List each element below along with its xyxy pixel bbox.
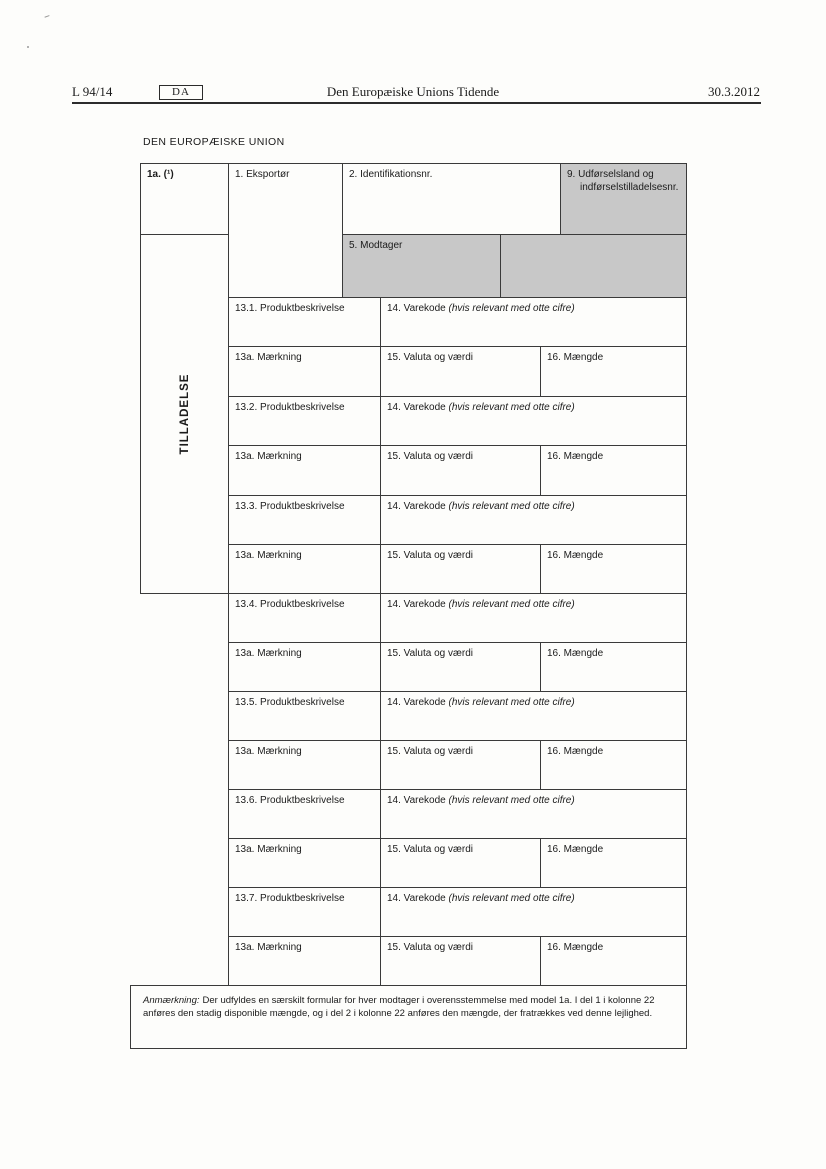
- marking-cell: [228, 740, 381, 790]
- marking-cell: [228, 346, 381, 397]
- quantity-label: 16. Mængde: [547, 746, 604, 757]
- note-text: Der udfyldes en særskilt formular for hver modtager i overensstemmelse med model 1a. I del 1 i kolonne 22 anføres den stadig disponible mængde, og i del 2 i kolonne 22 anføres den mængde, der fratrækkes ved denne lejlighed.: [143, 995, 655, 1020]
- commodity-code-note: (hvis relevant med otte cifre): [448, 402, 575, 413]
- quantity-label: 16. Mængde: [547, 942, 604, 953]
- issue-date: 30.3.2012: [708, 84, 760, 99]
- quantity-label: 16. Mængde: [547, 352, 604, 363]
- identification-label: 2. Identifikationsnr.: [349, 169, 433, 180]
- exporter-cell: [228, 163, 343, 298]
- export-country-cell: [560, 163, 687, 235]
- quantity-label: 16. Mængde: [547, 550, 604, 561]
- product-description-label: 13.4. Produktbeskrivelse: [235, 599, 345, 610]
- scan-artifact: [43, 12, 49, 17]
- identification-cell: [342, 163, 561, 235]
- quantity-cell: [540, 544, 687, 594]
- commodity-code-cell: [380, 691, 687, 741]
- marking-label: 13a. Mærkning: [235, 746, 302, 757]
- shaded-area-cell: [500, 234, 687, 298]
- marking-label: 13a. Mærkning: [235, 451, 302, 462]
- marking-label: 13a. Mærkning: [235, 942, 302, 953]
- authorization-side-label: TILLADELSE: [178, 373, 191, 455]
- language-code-box: DA: [159, 85, 203, 100]
- box-1a-cell: [140, 163, 229, 235]
- marking-cell: [228, 936, 381, 986]
- commodity-code-label: 14. Varekode: [387, 893, 446, 904]
- currency-value-label: 15. Valuta og værdi: [387, 352, 473, 363]
- quantity-cell: [540, 740, 687, 790]
- currency-value-cell: [380, 544, 541, 594]
- quantity-label: 16. Mængde: [547, 648, 604, 659]
- commodity-code-label: 14. Varekode: [387, 402, 446, 413]
- commodity-code-note: (hvis relevant med otte cifre): [448, 795, 575, 806]
- product-description-label: 13.7. Produktbeskrivelse: [235, 893, 345, 904]
- product-description-cell: [228, 396, 381, 446]
- product-description-label: 13.5. Produktbeskrivelse: [235, 697, 345, 708]
- commodity-code-cell: [380, 297, 687, 347]
- marking-cell: [228, 445, 381, 496]
- currency-value-label: 15. Valuta og værdi: [387, 648, 473, 659]
- note-label: Anmærkning:: [143, 995, 200, 1006]
- marking-label: 13a. Mærkning: [235, 844, 302, 855]
- commodity-code-cell: [380, 396, 687, 446]
- commodity-code-note: (hvis relevant med otte cifre): [448, 501, 575, 512]
- note-box: [130, 985, 687, 1049]
- product-description-cell: [228, 297, 381, 347]
- commodity-code-note: (hvis relevant med otte cifre): [448, 303, 575, 314]
- marking-cell: [228, 544, 381, 594]
- commodity-code-label: 14. Varekode: [387, 303, 446, 314]
- currency-value-label: 15. Valuta og værdi: [387, 942, 473, 953]
- box-1a-label: 1a. (¹): [147, 169, 174, 180]
- marking-label: 13a. Mærkning: [235, 550, 302, 561]
- quantity-cell: [540, 445, 687, 496]
- commodity-code-label: 14. Varekode: [387, 697, 446, 708]
- currency-value-cell: [380, 346, 541, 397]
- page-number: L 94/14: [72, 84, 113, 99]
- commodity-code-note: (hvis relevant med otte cifre): [448, 697, 575, 708]
- currency-value-label: 15. Valuta og værdi: [387, 550, 473, 561]
- product-description-label: 13.2. Produktbeskrivelse: [235, 402, 345, 413]
- marking-cell: [228, 838, 381, 888]
- commodity-code-note: (hvis relevant med otte cifre): [448, 599, 575, 610]
- currency-value-cell: [380, 838, 541, 888]
- product-description-label: 13.3. Produktbeskrivelse: [235, 501, 345, 512]
- currency-value-label: 15. Valuta og værdi: [387, 451, 473, 462]
- currency-value-label: 15. Valuta og værdi: [387, 746, 473, 757]
- journal-title: Den Europæiske Unions Tidende: [326, 84, 500, 99]
- union-heading: DEN EUROPÆISKE UNION: [143, 136, 285, 148]
- commodity-code-cell: [380, 887, 687, 937]
- commodity-code-label: 14. Varekode: [387, 599, 446, 610]
- currency-value-cell: [380, 642, 541, 692]
- commodity-code-label: 14. Varekode: [387, 795, 446, 806]
- product-description-label: 13.1. Produktbeskrivelse: [235, 303, 345, 314]
- product-description-cell: [228, 887, 381, 937]
- product-description-cell: [228, 593, 381, 643]
- commodity-code-cell: [380, 593, 687, 643]
- currency-value-cell: [380, 740, 541, 790]
- consignee-cell: [342, 234, 501, 298]
- consignee-label: 5. Modtager: [349, 240, 403, 251]
- commodity-code-cell: [380, 495, 687, 545]
- product-description-cell: [228, 495, 381, 545]
- scan-artifact: [27, 46, 29, 48]
- quantity-cell: [540, 642, 687, 692]
- commodity-code-label: 14. Varekode: [387, 501, 446, 512]
- commodity-code-note: (hvis relevant med otte cifre): [448, 893, 575, 904]
- currency-value-cell: [380, 445, 541, 496]
- product-description-cell: [228, 789, 381, 839]
- authorization-side-cell: [140, 234, 229, 594]
- export-country-label: 9. Udførselsland og indførselstilladelsesnr.: [567, 169, 679, 193]
- marking-label: 13a. Mærkning: [235, 352, 302, 363]
- quantity-cell: [540, 936, 687, 986]
- currency-value-cell: [380, 936, 541, 986]
- quantity-cell: [540, 838, 687, 888]
- commodity-code-cell: [380, 789, 687, 839]
- header-rule: [72, 102, 761, 104]
- marking-cell: [228, 642, 381, 692]
- marking-label: 13a. Mærkning: [235, 648, 302, 659]
- product-description-label: 13.6. Produktbeskrivelse: [235, 795, 345, 806]
- quantity-cell: [540, 346, 687, 397]
- currency-value-label: 15. Valuta og værdi: [387, 844, 473, 855]
- exporter-label: 1. Eksportør: [235, 169, 290, 180]
- product-description-cell: [228, 691, 381, 741]
- quantity-label: 16. Mængde: [547, 451, 604, 462]
- quantity-label: 16. Mængde: [547, 844, 604, 855]
